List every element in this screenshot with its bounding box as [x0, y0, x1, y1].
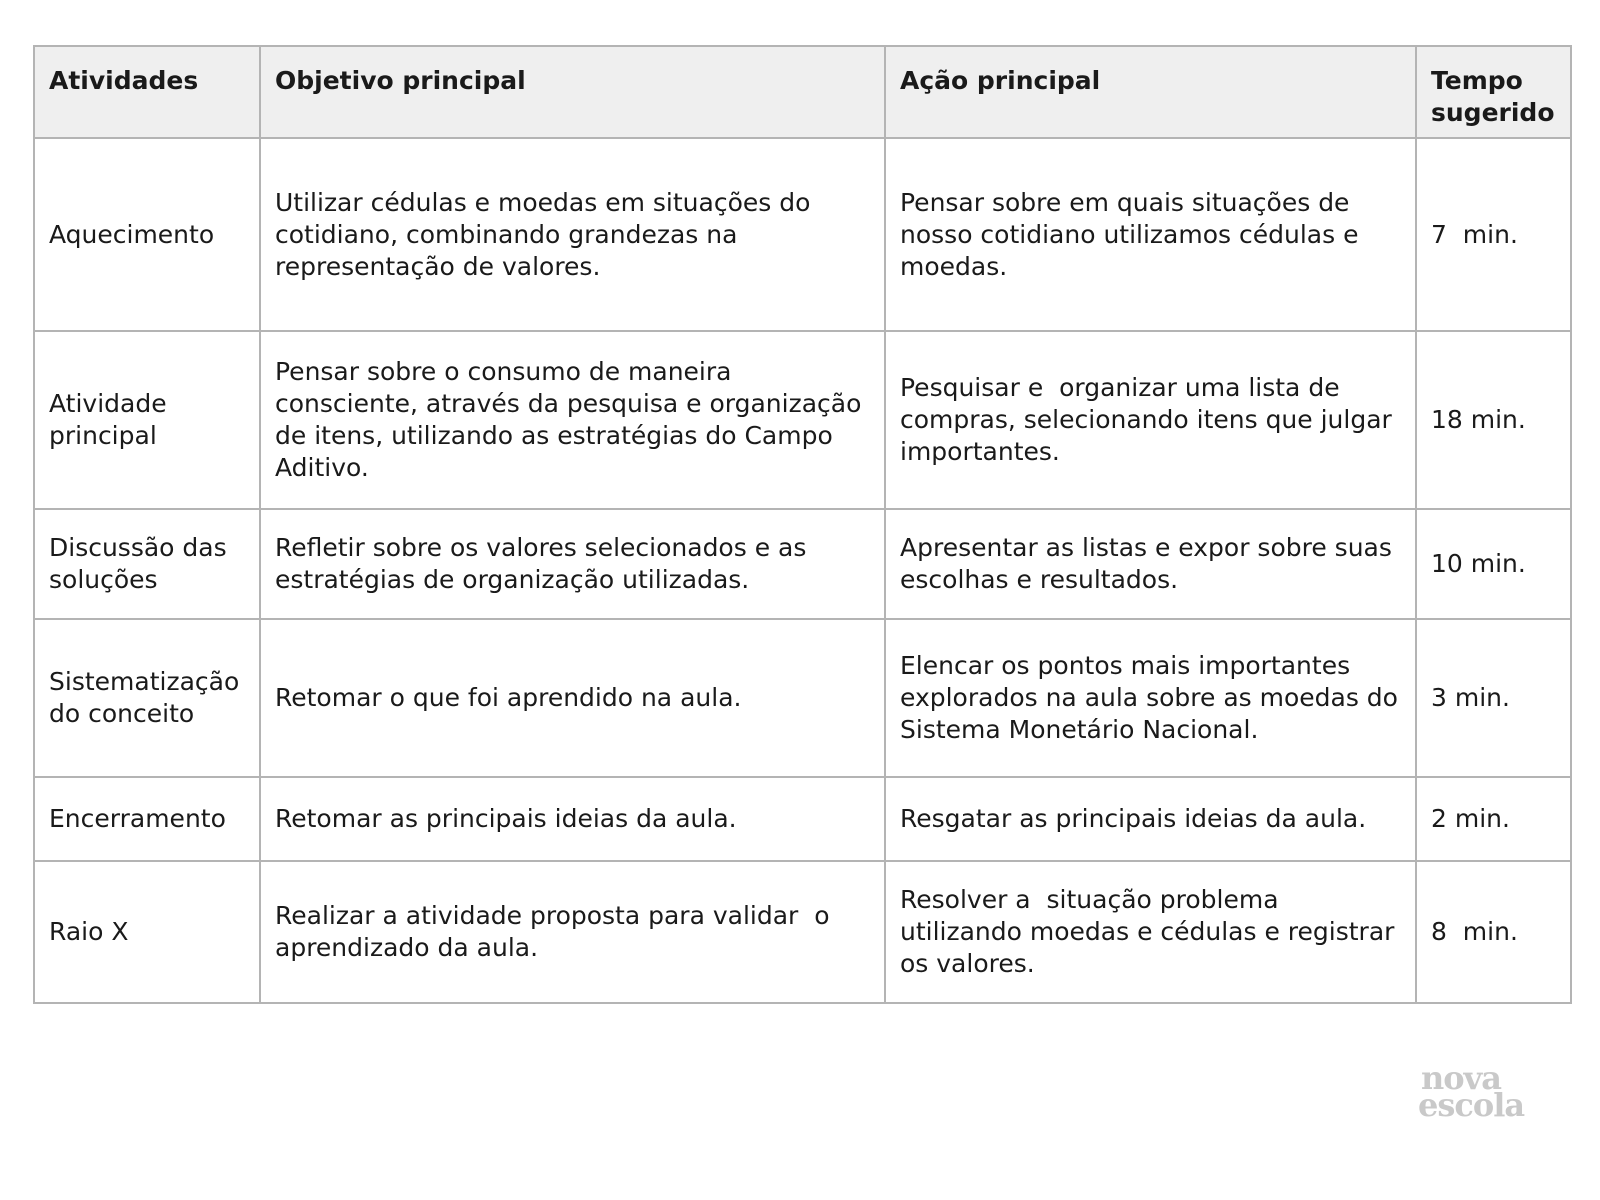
cell-tempo: 3 min.	[1416, 619, 1571, 777]
table-row	[34, 861, 1571, 1003]
table-row	[34, 619, 1571, 777]
cell-objetivo: Utilizar cédulas e moedas em situações do cotidiano, combinando grandezas na representação de valores.	[260, 138, 885, 331]
cell-objetivo: Retomar o que foi aprendido na aula.	[260, 619, 885, 777]
cell-objetivo: Retomar as principais ideias da aula.	[260, 777, 885, 861]
nova-escola-logo	[1418, 1059, 1538, 1124]
cell-tempo: 7 min.	[1416, 138, 1571, 331]
table-row	[34, 777, 1571, 861]
table-row	[34, 509, 1571, 619]
cell-objetivo: Realizar a atividade proposta para validar o aprendizado da aula.	[260, 861, 885, 1003]
cell-acao: Pensar sobre em quais situações de nosso cotidiano utilizamos cédulas e moedas.	[885, 138, 1416, 331]
header-atividades: Atividades	[34, 46, 260, 138]
cell-acao: Apresentar as listas e expor sobre suas escolhas e resultados.	[885, 509, 1416, 619]
cell-atividade: Encerramento	[34, 777, 260, 861]
cell-acao: Resolver a situação problema utilizando moedas e cédulas e registrar os valores.	[885, 861, 1416, 1003]
table-header-row	[34, 46, 1571, 138]
header-tempo-sugerido: Tempo sugerido	[1416, 46, 1571, 138]
table-row	[34, 331, 1571, 509]
cell-acao: Pesquisar e organizar uma lista de compras, selecionando itens que julgar importantes.	[885, 331, 1416, 509]
cell-objetivo: Refletir sobre os valores selecionados e as estratégias de organização utilizadas.	[260, 509, 885, 619]
logo-line-nova: nova	[1421, 1059, 1501, 1097]
cell-atividade: Atividade principal	[34, 331, 260, 509]
table-row	[34, 138, 1571, 331]
lesson-plan-table	[33, 45, 1572, 1004]
header-acao-principal: Ação principal	[885, 46, 1416, 138]
cell-objetivo: Pensar sobre o consumo de maneira consciente, através da pesquisa e organização de itens, utilizando as estratégias do Campo Aditivo.	[260, 331, 885, 509]
cell-tempo: 2 min.	[1416, 777, 1571, 861]
cell-atividade: Discussão das soluções	[34, 509, 260, 619]
cell-atividade: Aquecimento	[34, 138, 260, 331]
cell-tempo: 18 min.	[1416, 331, 1571, 509]
header-objetivo-principal: Objetivo principal	[260, 46, 885, 138]
logo-line-escola: escola	[1418, 1086, 1525, 1124]
cell-acao: Elencar os pontos mais importantes explorados na aula sobre as moedas do Sistema Monetário Nacional.	[885, 619, 1416, 777]
cell-atividade: Raio X	[34, 861, 260, 1003]
cell-atividade: Sistematização do conceito	[34, 619, 260, 777]
cell-tempo: 8 min.	[1416, 861, 1571, 1003]
cell-tempo: 10 min.	[1416, 509, 1571, 619]
cell-acao: Resgatar as principais ideias da aula.	[885, 777, 1416, 861]
